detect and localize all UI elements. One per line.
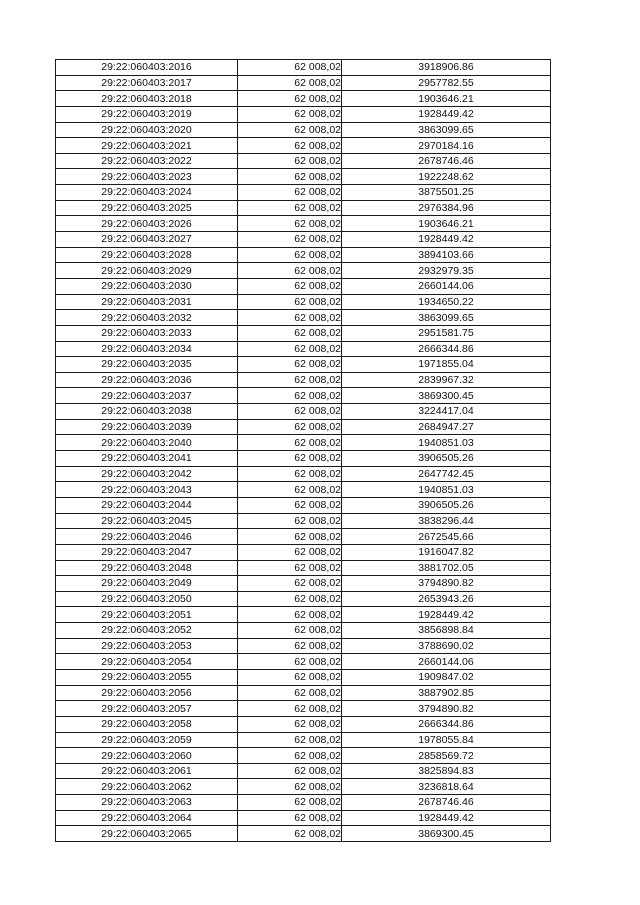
cadastral-number-cell: 29:22:060403:2059 bbox=[56, 732, 238, 748]
table-row bbox=[56, 404, 551, 420]
cadastral-value-cell: 3863099.65 bbox=[342, 310, 551, 326]
cadastral-value-cell: 3869300.45 bbox=[342, 388, 551, 404]
cadastral-value-cell: 3887902.85 bbox=[342, 685, 551, 701]
cadastral-number-cell: 29:22:060403:2056 bbox=[56, 685, 238, 701]
cadastral-number-cell: 29:22:060403:2017 bbox=[56, 75, 238, 91]
cadastral-value-cell: 2858569.72 bbox=[342, 748, 551, 764]
table-row bbox=[56, 763, 551, 779]
cadastral-value-cell: 3856898.84 bbox=[342, 623, 551, 639]
table-row bbox=[56, 372, 551, 388]
cadastral-value-cell: 1940851.03 bbox=[342, 435, 551, 451]
cadastral-number-cell: 29:22:060403:2036 bbox=[56, 372, 238, 388]
table-row bbox=[56, 560, 551, 576]
cadastral-value-cell: 1971855.04 bbox=[342, 357, 551, 373]
cadastral-value-cell: 3794890.82 bbox=[342, 576, 551, 592]
table-row bbox=[56, 607, 551, 623]
table-row bbox=[56, 529, 551, 545]
table-row bbox=[56, 748, 551, 764]
area-cell: 62 008,02 bbox=[238, 419, 342, 435]
cadastral-value-cell: 1922248.62 bbox=[342, 169, 551, 185]
cadastral-value-cell: 1978055.84 bbox=[342, 732, 551, 748]
area-cell: 62 008,02 bbox=[238, 372, 342, 388]
table-row bbox=[56, 357, 551, 373]
area-cell: 62 008,02 bbox=[238, 91, 342, 107]
table-row bbox=[56, 826, 551, 842]
table-row bbox=[56, 75, 551, 91]
area-cell: 62 008,02 bbox=[238, 232, 342, 248]
table-row bbox=[56, 466, 551, 482]
cadastral-number-cell: 29:22:060403:2032 bbox=[56, 310, 238, 326]
cadastral-value-cell: 3863099.65 bbox=[342, 122, 551, 138]
area-cell: 62 008,02 bbox=[238, 263, 342, 279]
table-row bbox=[56, 669, 551, 685]
cadastral-value-cell: 3918906.86 bbox=[342, 60, 551, 76]
cadastral-value-cell: 2666344.86 bbox=[342, 341, 551, 357]
cadastral-number-cell: 29:22:060403:2022 bbox=[56, 153, 238, 169]
table-row bbox=[56, 122, 551, 138]
cadastral-value-cell: 2678746.46 bbox=[342, 795, 551, 811]
cadastral-value-cell: 2660144.06 bbox=[342, 278, 551, 294]
cadastral-value-cell: 1940851.03 bbox=[342, 482, 551, 498]
table-row bbox=[56, 185, 551, 201]
area-cell: 62 008,02 bbox=[238, 404, 342, 420]
table-row bbox=[56, 91, 551, 107]
cadastral-value-cell: 3224417.04 bbox=[342, 404, 551, 420]
area-cell: 62 008,02 bbox=[238, 153, 342, 169]
table-row bbox=[56, 451, 551, 467]
cadastral-value-table bbox=[55, 59, 551, 842]
cadastral-number-cell: 29:22:060403:2063 bbox=[56, 795, 238, 811]
table-row bbox=[56, 513, 551, 529]
cadastral-value-cell: 3881702.05 bbox=[342, 560, 551, 576]
cadastral-value-cell: 2684947.27 bbox=[342, 419, 551, 435]
cadastral-number-cell: 29:22:060403:2050 bbox=[56, 591, 238, 607]
cadastral-number-cell: 29:22:060403:2041 bbox=[56, 451, 238, 467]
cadastral-number-cell: 29:22:060403:2048 bbox=[56, 560, 238, 576]
table-row bbox=[56, 795, 551, 811]
area-cell: 62 008,02 bbox=[238, 106, 342, 122]
area-cell: 62 008,02 bbox=[238, 122, 342, 138]
cadastral-value-cell: 1916047.82 bbox=[342, 544, 551, 560]
area-cell: 62 008,02 bbox=[238, 701, 342, 717]
cadastral-value-cell: 1928449.42 bbox=[342, 106, 551, 122]
table-row bbox=[56, 482, 551, 498]
cadastral-number-cell: 29:22:060403:2035 bbox=[56, 357, 238, 373]
cadastral-value-cell: 3875501.25 bbox=[342, 185, 551, 201]
cadastral-number-cell: 29:22:060403:2047 bbox=[56, 544, 238, 560]
area-cell: 62 008,02 bbox=[238, 247, 342, 263]
table-row bbox=[56, 232, 551, 248]
area-cell: 62 008,02 bbox=[238, 591, 342, 607]
area-cell: 62 008,02 bbox=[238, 779, 342, 795]
area-cell: 62 008,02 bbox=[238, 200, 342, 216]
cadastral-value-cell: 2839967.32 bbox=[342, 372, 551, 388]
table-row bbox=[56, 341, 551, 357]
table-row bbox=[56, 576, 551, 592]
cadastral-number-cell: 29:22:060403:2039 bbox=[56, 419, 238, 435]
area-cell: 62 008,02 bbox=[238, 560, 342, 576]
table-row bbox=[56, 623, 551, 639]
cadastral-number-cell: 29:22:060403:2025 bbox=[56, 200, 238, 216]
table-row bbox=[56, 325, 551, 341]
table-row bbox=[56, 60, 551, 76]
cadastral-number-cell: 29:22:060403:2016 bbox=[56, 60, 238, 76]
cadastral-value-cell: 1928449.42 bbox=[342, 810, 551, 826]
area-cell: 62 008,02 bbox=[238, 357, 342, 373]
cadastral-number-cell: 29:22:060403:2061 bbox=[56, 763, 238, 779]
cadastral-number-cell: 29:22:060403:2024 bbox=[56, 185, 238, 201]
cadastral-number-cell: 29:22:060403:2034 bbox=[56, 341, 238, 357]
table-row bbox=[56, 106, 551, 122]
area-cell: 62 008,02 bbox=[238, 544, 342, 560]
table-row bbox=[56, 138, 551, 154]
area-cell: 62 008,02 bbox=[238, 795, 342, 811]
area-cell: 62 008,02 bbox=[238, 388, 342, 404]
cadastral-number-cell: 29:22:060403:2058 bbox=[56, 716, 238, 732]
table-body bbox=[56, 60, 551, 842]
cadastral-number-cell: 29:22:060403:2033 bbox=[56, 325, 238, 341]
cadastral-number-cell: 29:22:060403:2037 bbox=[56, 388, 238, 404]
cadastral-value-cell: 2976384.96 bbox=[342, 200, 551, 216]
cadastral-value-cell: 3236818.64 bbox=[342, 779, 551, 795]
area-cell: 62 008,02 bbox=[238, 576, 342, 592]
table-row bbox=[56, 732, 551, 748]
cadastral-value-cell: 2970184.16 bbox=[342, 138, 551, 154]
area-cell: 62 008,02 bbox=[238, 748, 342, 764]
table-row bbox=[56, 294, 551, 310]
area-cell: 62 008,02 bbox=[238, 763, 342, 779]
table-row bbox=[56, 435, 551, 451]
area-cell: 62 008,02 bbox=[238, 185, 342, 201]
cadastral-number-cell: 29:22:060403:2060 bbox=[56, 748, 238, 764]
cadastral-value-cell: 2647742.45 bbox=[342, 466, 551, 482]
area-cell: 62 008,02 bbox=[238, 278, 342, 294]
cadastral-value-cell: 3906505.26 bbox=[342, 451, 551, 467]
area-cell: 62 008,02 bbox=[238, 623, 342, 639]
cadastral-number-cell: 29:22:060403:2040 bbox=[56, 435, 238, 451]
area-cell: 62 008,02 bbox=[238, 435, 342, 451]
cadastral-number-cell: 29:22:060403:2053 bbox=[56, 638, 238, 654]
cadastral-number-cell: 29:22:060403:2030 bbox=[56, 278, 238, 294]
cadastral-value-cell: 3825894.83 bbox=[342, 763, 551, 779]
area-cell: 62 008,02 bbox=[238, 810, 342, 826]
area-cell: 62 008,02 bbox=[238, 325, 342, 341]
area-cell: 62 008,02 bbox=[238, 669, 342, 685]
cadastral-number-cell: 29:22:060403:2020 bbox=[56, 122, 238, 138]
cadastral-value-cell: 2672545.66 bbox=[342, 529, 551, 545]
table-row bbox=[56, 591, 551, 607]
cadastral-number-cell: 29:22:060403:2029 bbox=[56, 263, 238, 279]
cadastral-number-cell: 29:22:060403:2043 bbox=[56, 482, 238, 498]
table-row bbox=[56, 247, 551, 263]
cadastral-number-cell: 29:22:060403:2051 bbox=[56, 607, 238, 623]
area-cell: 62 008,02 bbox=[238, 60, 342, 76]
table-row bbox=[56, 654, 551, 670]
cadastral-number-cell: 29:22:060403:2046 bbox=[56, 529, 238, 545]
table-row bbox=[56, 216, 551, 232]
cadastral-number-cell: 29:22:060403:2021 bbox=[56, 138, 238, 154]
cadastral-value-cell: 3869300.45 bbox=[342, 826, 551, 842]
area-cell: 62 008,02 bbox=[238, 75, 342, 91]
area-cell: 62 008,02 bbox=[238, 482, 342, 498]
cadastral-value-cell: 2653943.26 bbox=[342, 591, 551, 607]
cadastral-number-cell: 29:22:060403:2019 bbox=[56, 106, 238, 122]
cadastral-value-cell: 3838296.44 bbox=[342, 513, 551, 529]
table-row bbox=[56, 716, 551, 732]
table-row bbox=[56, 153, 551, 169]
cadastral-number-cell: 29:22:060403:2044 bbox=[56, 497, 238, 513]
table-row bbox=[56, 497, 551, 513]
cadastral-number-cell: 29:22:060403:2064 bbox=[56, 810, 238, 826]
cadastral-number-cell: 29:22:060403:2055 bbox=[56, 669, 238, 685]
cadastral-number-cell: 29:22:060403:2031 bbox=[56, 294, 238, 310]
table-row bbox=[56, 810, 551, 826]
area-cell: 62 008,02 bbox=[238, 826, 342, 842]
cadastral-value-cell: 2932979.35 bbox=[342, 263, 551, 279]
cadastral-value-cell: 3894103.66 bbox=[342, 247, 551, 263]
cadastral-number-cell: 29:22:060403:2052 bbox=[56, 623, 238, 639]
area-cell: 62 008,02 bbox=[238, 685, 342, 701]
table-row bbox=[56, 544, 551, 560]
cadastral-number-cell: 29:22:060403:2023 bbox=[56, 169, 238, 185]
table-row bbox=[56, 701, 551, 717]
cadastral-number-cell: 29:22:060403:2042 bbox=[56, 466, 238, 482]
cadastral-number-cell: 29:22:060403:2057 bbox=[56, 701, 238, 717]
cadastral-number-cell: 29:22:060403:2065 bbox=[56, 826, 238, 842]
area-cell: 62 008,02 bbox=[238, 466, 342, 482]
area-cell: 62 008,02 bbox=[238, 654, 342, 670]
area-cell: 62 008,02 bbox=[238, 294, 342, 310]
cadastral-number-cell: 29:22:060403:2062 bbox=[56, 779, 238, 795]
area-cell: 62 008,02 bbox=[238, 341, 342, 357]
area-cell: 62 008,02 bbox=[238, 513, 342, 529]
area-cell: 62 008,02 bbox=[238, 529, 342, 545]
cadastral-value-cell: 2957782.55 bbox=[342, 75, 551, 91]
table-row bbox=[56, 388, 551, 404]
area-cell: 62 008,02 bbox=[238, 216, 342, 232]
cadastral-value-cell: 1928449.42 bbox=[342, 232, 551, 248]
table-row bbox=[56, 685, 551, 701]
cadastral-value-cell: 1934650.22 bbox=[342, 294, 551, 310]
area-cell: 62 008,02 bbox=[238, 638, 342, 654]
cadastral-value-cell: 2660144.06 bbox=[342, 654, 551, 670]
area-cell: 62 008,02 bbox=[238, 716, 342, 732]
cadastral-number-cell: 29:22:060403:2028 bbox=[56, 247, 238, 263]
cadastral-value-cell: 3906505.26 bbox=[342, 497, 551, 513]
table-row bbox=[56, 779, 551, 795]
cadastral-value-cell: 2666344.86 bbox=[342, 716, 551, 732]
cadastral-number-cell: 29:22:060403:2045 bbox=[56, 513, 238, 529]
cadastral-number-cell: 29:22:060403:2049 bbox=[56, 576, 238, 592]
table-row bbox=[56, 263, 551, 279]
table-row bbox=[56, 419, 551, 435]
cadastral-number-cell: 29:22:060403:2027 bbox=[56, 232, 238, 248]
cadastral-number-cell: 29:22:060403:2054 bbox=[56, 654, 238, 670]
area-cell: 62 008,02 bbox=[238, 451, 342, 467]
table-row bbox=[56, 278, 551, 294]
table-row bbox=[56, 310, 551, 326]
cadastral-value-cell: 2678746.46 bbox=[342, 153, 551, 169]
cadastral-value-cell: 1903646.21 bbox=[342, 216, 551, 232]
area-cell: 62 008,02 bbox=[238, 732, 342, 748]
cadastral-value-cell: 3788690.02 bbox=[342, 638, 551, 654]
table-row bbox=[56, 638, 551, 654]
cadastral-value-cell: 1903646.21 bbox=[342, 91, 551, 107]
table-row bbox=[56, 200, 551, 216]
cadastral-value-cell: 2951581.75 bbox=[342, 325, 551, 341]
area-cell: 62 008,02 bbox=[238, 497, 342, 513]
cadastral-value-cell: 3794890.82 bbox=[342, 701, 551, 717]
cadastral-number-cell: 29:22:060403:2038 bbox=[56, 404, 238, 420]
area-cell: 62 008,02 bbox=[238, 607, 342, 623]
table-row bbox=[56, 169, 551, 185]
cadastral-value-cell: 1909847.02 bbox=[342, 669, 551, 685]
cadastral-number-cell: 29:22:060403:2018 bbox=[56, 91, 238, 107]
area-cell: 62 008,02 bbox=[238, 138, 342, 154]
area-cell: 62 008,02 bbox=[238, 310, 342, 326]
cadastral-number-cell: 29:22:060403:2026 bbox=[56, 216, 238, 232]
area-cell: 62 008,02 bbox=[238, 169, 342, 185]
cadastral-value-cell: 1928449.42 bbox=[342, 607, 551, 623]
